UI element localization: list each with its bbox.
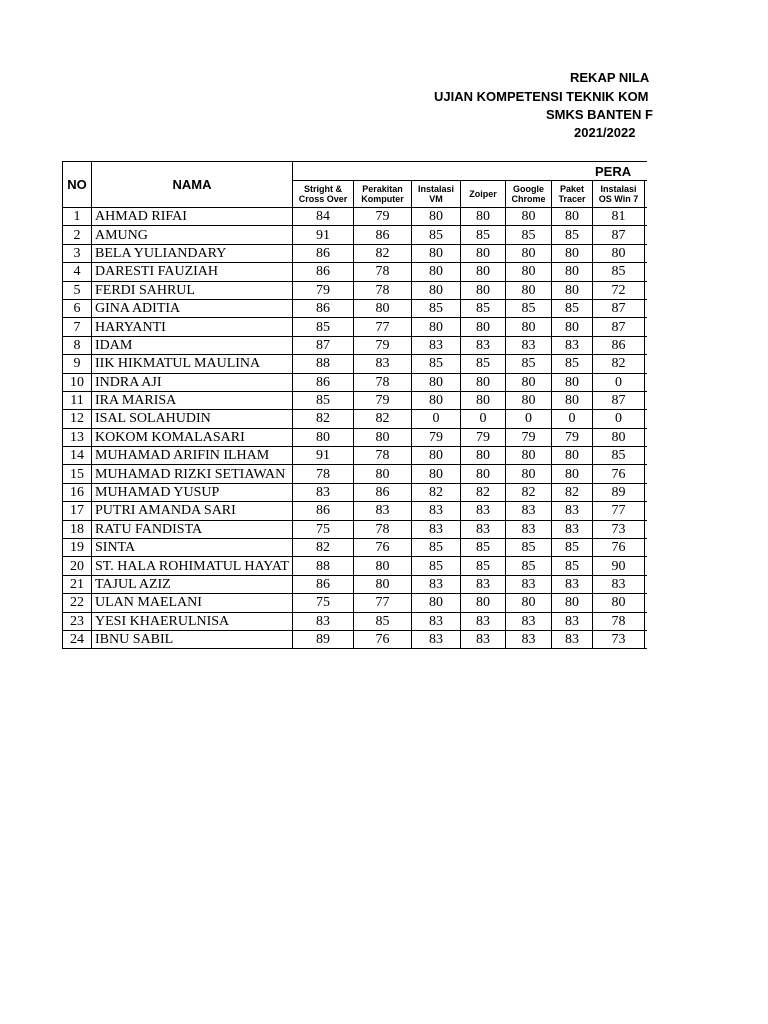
score-cell: 91 <box>293 226 354 244</box>
student-name: IIK HIKMATUL MAULINA <box>92 355 293 373</box>
table-row <box>63 428 648 446</box>
score-cell: 73 <box>593 630 645 648</box>
score-cell-cut-off <box>645 391 648 409</box>
score-cell: 80 <box>461 447 506 465</box>
score-cell: 80 <box>506 465 552 483</box>
score-cell: 80 <box>461 208 506 226</box>
score-cell: 85 <box>461 539 506 557</box>
student-name: MUHAMAD YUSUP <box>92 483 293 501</box>
score-cell: 0 <box>506 410 552 428</box>
score-cell-cut-off <box>645 520 648 538</box>
score-cell: 0 <box>461 410 506 428</box>
score-cell: 80 <box>461 391 506 409</box>
score-cell: 80 <box>506 373 552 391</box>
score-cell: 86 <box>593 336 645 354</box>
score-cell: 90 <box>593 557 645 575</box>
score-cell: 85 <box>461 226 506 244</box>
row-number: 7 <box>63 318 92 336</box>
header-nama: NAMA <box>92 162 293 208</box>
score-cell: 78 <box>354 263 412 281</box>
score-cell-cut-off <box>645 410 648 428</box>
row-number: 24 <box>63 630 92 648</box>
score-cell: 77 <box>354 318 412 336</box>
score-cell: 80 <box>552 318 593 336</box>
student-name: AMUNG <box>92 226 293 244</box>
score-cell: 85 <box>293 391 354 409</box>
score-cell: 82 <box>354 410 412 428</box>
table-row <box>63 539 648 557</box>
score-cell: 85 <box>412 355 461 373</box>
score-cell-cut-off <box>645 447 648 465</box>
table-row <box>63 318 648 336</box>
table-row <box>63 263 648 281</box>
score-cell: 73 <box>593 520 645 538</box>
score-cell: 78 <box>593 612 645 630</box>
student-name: ULAN MAELANI <box>92 594 293 612</box>
table-row <box>63 575 648 593</box>
score-cell: 83 <box>293 612 354 630</box>
score-cell: 87 <box>593 391 645 409</box>
score-cell: 85 <box>461 557 506 575</box>
student-name: DARESTI FAUZIAH <box>92 263 293 281</box>
score-cell-cut-off <box>645 244 648 262</box>
header-subject: Instalasi VM <box>412 181 461 208</box>
score-cell: 86 <box>293 244 354 262</box>
table-row <box>63 630 648 648</box>
student-name: RATU FANDISTA <box>92 520 293 538</box>
score-cell: 80 <box>412 391 461 409</box>
score-cell: 83 <box>506 612 552 630</box>
score-cell: 86 <box>293 502 354 520</box>
score-cell: 83 <box>506 502 552 520</box>
score-cell: 80 <box>552 244 593 262</box>
score-cell: 0 <box>412 410 461 428</box>
score-cell: 80 <box>552 263 593 281</box>
score-cell: 83 <box>354 502 412 520</box>
header-subject: Zoiper <box>461 181 506 208</box>
score-cell: 78 <box>354 281 412 299</box>
table-row <box>63 373 648 391</box>
score-cell: 84 <box>293 208 354 226</box>
score-cell: 80 <box>412 447 461 465</box>
row-number: 18 <box>63 520 92 538</box>
score-cell: 86 <box>293 373 354 391</box>
score-cell: 0 <box>593 373 645 391</box>
score-cell: 77 <box>354 594 412 612</box>
table-row <box>63 483 648 501</box>
score-cell: 82 <box>506 483 552 501</box>
student-name: MUHAMAD RIZKI SETIAWAN <box>92 465 293 483</box>
table-row <box>63 281 648 299</box>
score-cell: 80 <box>412 263 461 281</box>
table-row <box>63 410 648 428</box>
title-line-3: SMKS BANTEN F <box>546 107 653 122</box>
score-cell: 80 <box>461 594 506 612</box>
table-row <box>63 208 648 226</box>
score-cell: 85 <box>461 355 506 373</box>
score-cell: 85 <box>412 539 461 557</box>
student-name: AHMAD RIFAI <box>92 208 293 226</box>
table-row <box>63 299 648 317</box>
student-name: KOKOM KOMALASARI <box>92 428 293 446</box>
score-cell: 83 <box>461 502 506 520</box>
score-cell: 76 <box>354 630 412 648</box>
score-cell-cut-off <box>645 483 648 501</box>
score-cell: 82 <box>293 410 354 428</box>
score-cell: 80 <box>461 244 506 262</box>
score-cell: 83 <box>412 502 461 520</box>
score-cell: 83 <box>412 630 461 648</box>
row-number: 10 <box>63 373 92 391</box>
score-cell-cut-off <box>645 465 648 483</box>
score-cell: 83 <box>412 336 461 354</box>
row-number: 13 <box>63 428 92 446</box>
row-number: 14 <box>63 447 92 465</box>
score-cell-cut-off <box>645 336 648 354</box>
score-cell: 80 <box>552 208 593 226</box>
score-cell: 85 <box>506 355 552 373</box>
score-cell: 75 <box>293 594 354 612</box>
score-cell: 85 <box>593 447 645 465</box>
table-row <box>63 594 648 612</box>
row-number: 15 <box>63 465 92 483</box>
score-cell-cut-off <box>645 575 648 593</box>
score-cell: 80 <box>354 428 412 446</box>
score-cell: 87 <box>593 318 645 336</box>
header-subject: Paket Tracer <box>552 181 593 208</box>
score-cell: 79 <box>506 428 552 446</box>
row-number: 1 <box>63 208 92 226</box>
header-subject: Perakitan Komputer <box>354 181 412 208</box>
score-cell: 80 <box>506 263 552 281</box>
score-cell: 80 <box>506 594 552 612</box>
score-cell: 80 <box>412 244 461 262</box>
score-cell: 85 <box>506 557 552 575</box>
score-cell: 83 <box>552 336 593 354</box>
table-row <box>63 336 648 354</box>
score-cell: 85 <box>354 612 412 630</box>
score-cell: 80 <box>354 299 412 317</box>
score-cell: 80 <box>461 281 506 299</box>
score-cell: 83 <box>354 355 412 373</box>
score-cell-cut-off <box>645 373 648 391</box>
table-row <box>63 502 648 520</box>
score-cell: 80 <box>354 557 412 575</box>
score-cell: 83 <box>552 612 593 630</box>
row-number: 11 <box>63 391 92 409</box>
score-cell: 77 <box>593 502 645 520</box>
table-row <box>63 226 648 244</box>
score-cell: 76 <box>354 539 412 557</box>
score-cell: 80 <box>412 373 461 391</box>
score-cell: 86 <box>354 483 412 501</box>
student-name: PUTRI AMANDA SARI <box>92 502 293 520</box>
table-row <box>63 557 648 575</box>
header-subject: Stright & Cross Over <box>293 181 354 208</box>
score-cell: 86 <box>293 575 354 593</box>
student-name: HARYANTI <box>92 318 293 336</box>
header-group: PERA <box>293 162 648 181</box>
score-cell: 72 <box>593 281 645 299</box>
score-cell-cut-off <box>645 226 648 244</box>
score-cell-cut-off <box>645 263 648 281</box>
score-cell: 83 <box>461 520 506 538</box>
score-cell: 83 <box>552 520 593 538</box>
score-cell: 82 <box>293 539 354 557</box>
score-cell: 86 <box>354 226 412 244</box>
score-cell: 80 <box>593 244 645 262</box>
score-cell: 79 <box>354 391 412 409</box>
student-name: SINTA <box>92 539 293 557</box>
score-cell: 83 <box>461 575 506 593</box>
score-cell: 83 <box>552 575 593 593</box>
student-name: IDAM <box>92 336 293 354</box>
table-row <box>63 244 648 262</box>
table-row <box>63 612 648 630</box>
score-cell: 83 <box>461 336 506 354</box>
row-number: 4 <box>63 263 92 281</box>
student-name: YESI KHAERULNISA <box>92 612 293 630</box>
row-number: 3 <box>63 244 92 262</box>
score-cell: 89 <box>593 483 645 501</box>
score-cell: 85 <box>593 263 645 281</box>
score-cell: 75 <box>293 520 354 538</box>
score-cell: 91 <box>293 447 354 465</box>
score-cell: 87 <box>593 299 645 317</box>
score-cell: 83 <box>461 612 506 630</box>
header-subject-cut-off <box>645 181 648 208</box>
row-number: 23 <box>63 612 92 630</box>
score-cell: 76 <box>593 539 645 557</box>
score-cell: 80 <box>506 391 552 409</box>
score-cell: 83 <box>506 520 552 538</box>
score-cell-cut-off <box>645 299 648 317</box>
score-cell: 80 <box>412 208 461 226</box>
table-row <box>63 520 648 538</box>
score-cell-cut-off <box>645 502 648 520</box>
student-name: BELA YULIANDARY <box>92 244 293 262</box>
score-cell: 87 <box>293 336 354 354</box>
score-cell: 80 <box>593 594 645 612</box>
score-cell: 79 <box>354 336 412 354</box>
score-cell: 78 <box>293 465 354 483</box>
score-cell: 83 <box>461 630 506 648</box>
title-line-2: UJIAN KOMPETENSI TEKNIK KOM <box>434 89 649 104</box>
score-cell: 89 <box>293 630 354 648</box>
score-cell: 80 <box>461 465 506 483</box>
score-cell: 83 <box>412 575 461 593</box>
row-number: 22 <box>63 594 92 612</box>
score-cell: 80 <box>506 208 552 226</box>
student-name: INDRA AJI <box>92 373 293 391</box>
score-cell: 80 <box>461 263 506 281</box>
score-cell: 78 <box>354 520 412 538</box>
title-line-1: REKAP NILA <box>570 70 650 85</box>
report-title <box>0 0 768 160</box>
score-cell: 81 <box>593 208 645 226</box>
score-cell: 85 <box>552 226 593 244</box>
table-row <box>63 447 648 465</box>
row-number: 6 <box>63 299 92 317</box>
score-cell-cut-off <box>645 355 648 373</box>
score-cell: 82 <box>354 244 412 262</box>
score-cell: 85 <box>506 226 552 244</box>
row-number: 21 <box>63 575 92 593</box>
score-cell: 80 <box>461 373 506 391</box>
score-cell: 85 <box>461 299 506 317</box>
score-cell: 85 <box>552 355 593 373</box>
score-cell: 82 <box>461 483 506 501</box>
student-name: TAJUL AZIZ <box>92 575 293 593</box>
score-cell: 80 <box>412 281 461 299</box>
score-cell-cut-off <box>645 208 648 226</box>
score-cell: 83 <box>412 612 461 630</box>
score-cell: 83 <box>506 336 552 354</box>
score-cell: 76 <box>593 465 645 483</box>
score-cell: 80 <box>412 594 461 612</box>
score-cell: 83 <box>506 630 552 648</box>
score-cell: 80 <box>506 244 552 262</box>
student-name: FERDI SAHRUL <box>92 281 293 299</box>
score-cell: 80 <box>506 318 552 336</box>
score-cell: 80 <box>412 465 461 483</box>
score-cell: 85 <box>506 299 552 317</box>
score-cell: 85 <box>552 299 593 317</box>
score-table <box>62 161 647 649</box>
score-cell: 80 <box>552 465 593 483</box>
score-cell-cut-off <box>645 594 648 612</box>
row-number: 5 <box>63 281 92 299</box>
row-number: 17 <box>63 502 92 520</box>
score-cell: 79 <box>293 281 354 299</box>
table-row <box>63 355 648 373</box>
score-cell: 78 <box>354 373 412 391</box>
table-row <box>63 465 648 483</box>
row-number: 2 <box>63 226 92 244</box>
score-cell: 85 <box>412 557 461 575</box>
row-number: 16 <box>63 483 92 501</box>
score-cell-cut-off <box>645 428 648 446</box>
score-cell: 85 <box>412 226 461 244</box>
score-cell: 83 <box>506 575 552 593</box>
student-name: IBNU SABIL <box>92 630 293 648</box>
score-cell: 80 <box>593 428 645 446</box>
score-cell: 86 <box>293 299 354 317</box>
score-cell-cut-off <box>645 539 648 557</box>
score-cell: 80 <box>354 465 412 483</box>
score-cell: 82 <box>593 355 645 373</box>
score-cell: 80 <box>354 575 412 593</box>
header-subject: Google Chrome <box>506 181 552 208</box>
student-name: GINA ADITIA <box>92 299 293 317</box>
score-cell: 85 <box>552 539 593 557</box>
table-row <box>63 391 648 409</box>
student-name: IRA MARISA <box>92 391 293 409</box>
score-cell: 80 <box>506 281 552 299</box>
score-cell-cut-off <box>645 281 648 299</box>
header-subject: Instalasi OS Win 7 <box>593 181 645 208</box>
score-cell: 83 <box>552 502 593 520</box>
score-cell: 83 <box>552 630 593 648</box>
title-line-4: 2021/2022 <box>574 125 636 140</box>
score-cell: 80 <box>552 447 593 465</box>
score-cell-cut-off <box>645 612 648 630</box>
score-cell: 85 <box>412 299 461 317</box>
score-cell: 80 <box>506 447 552 465</box>
score-cell: 80 <box>412 318 461 336</box>
student-name: ST. HALA ROHIMATUL HAYAT <box>92 557 293 575</box>
score-cell: 83 <box>412 520 461 538</box>
score-cell: 79 <box>552 428 593 446</box>
score-cell: 78 <box>354 447 412 465</box>
score-cell: 0 <box>593 410 645 428</box>
header-no: NO <box>63 162 92 208</box>
score-cell: 86 <box>293 263 354 281</box>
score-cell: 80 <box>293 428 354 446</box>
score-cell: 88 <box>293 557 354 575</box>
score-cell: 0 <box>552 410 593 428</box>
score-cell-cut-off <box>645 630 648 648</box>
score-cell: 87 <box>593 226 645 244</box>
row-number: 20 <box>63 557 92 575</box>
score-cell: 85 <box>293 318 354 336</box>
score-sheet <box>62 161 647 649</box>
score-cell: 82 <box>552 483 593 501</box>
score-cell: 82 <box>412 483 461 501</box>
score-cell: 83 <box>593 575 645 593</box>
score-cell: 80 <box>552 391 593 409</box>
student-name: ISAL SOLAHUDIN <box>92 410 293 428</box>
score-cell: 83 <box>293 483 354 501</box>
row-number: 19 <box>63 539 92 557</box>
score-cell: 79 <box>461 428 506 446</box>
score-cell: 80 <box>552 281 593 299</box>
score-cell: 79 <box>354 208 412 226</box>
row-number: 12 <box>63 410 92 428</box>
score-cell: 80 <box>552 373 593 391</box>
row-number: 8 <box>63 336 92 354</box>
score-cell: 88 <box>293 355 354 373</box>
score-cell-cut-off <box>645 557 648 575</box>
score-cell-cut-off <box>645 318 648 336</box>
student-name: MUHAMAD ARIFIN ILHAM <box>92 447 293 465</box>
score-cell: 80 <box>461 318 506 336</box>
score-cell: 79 <box>412 428 461 446</box>
row-number: 9 <box>63 355 92 373</box>
score-cell: 85 <box>552 557 593 575</box>
score-cell: 85 <box>506 539 552 557</box>
score-cell: 80 <box>552 594 593 612</box>
